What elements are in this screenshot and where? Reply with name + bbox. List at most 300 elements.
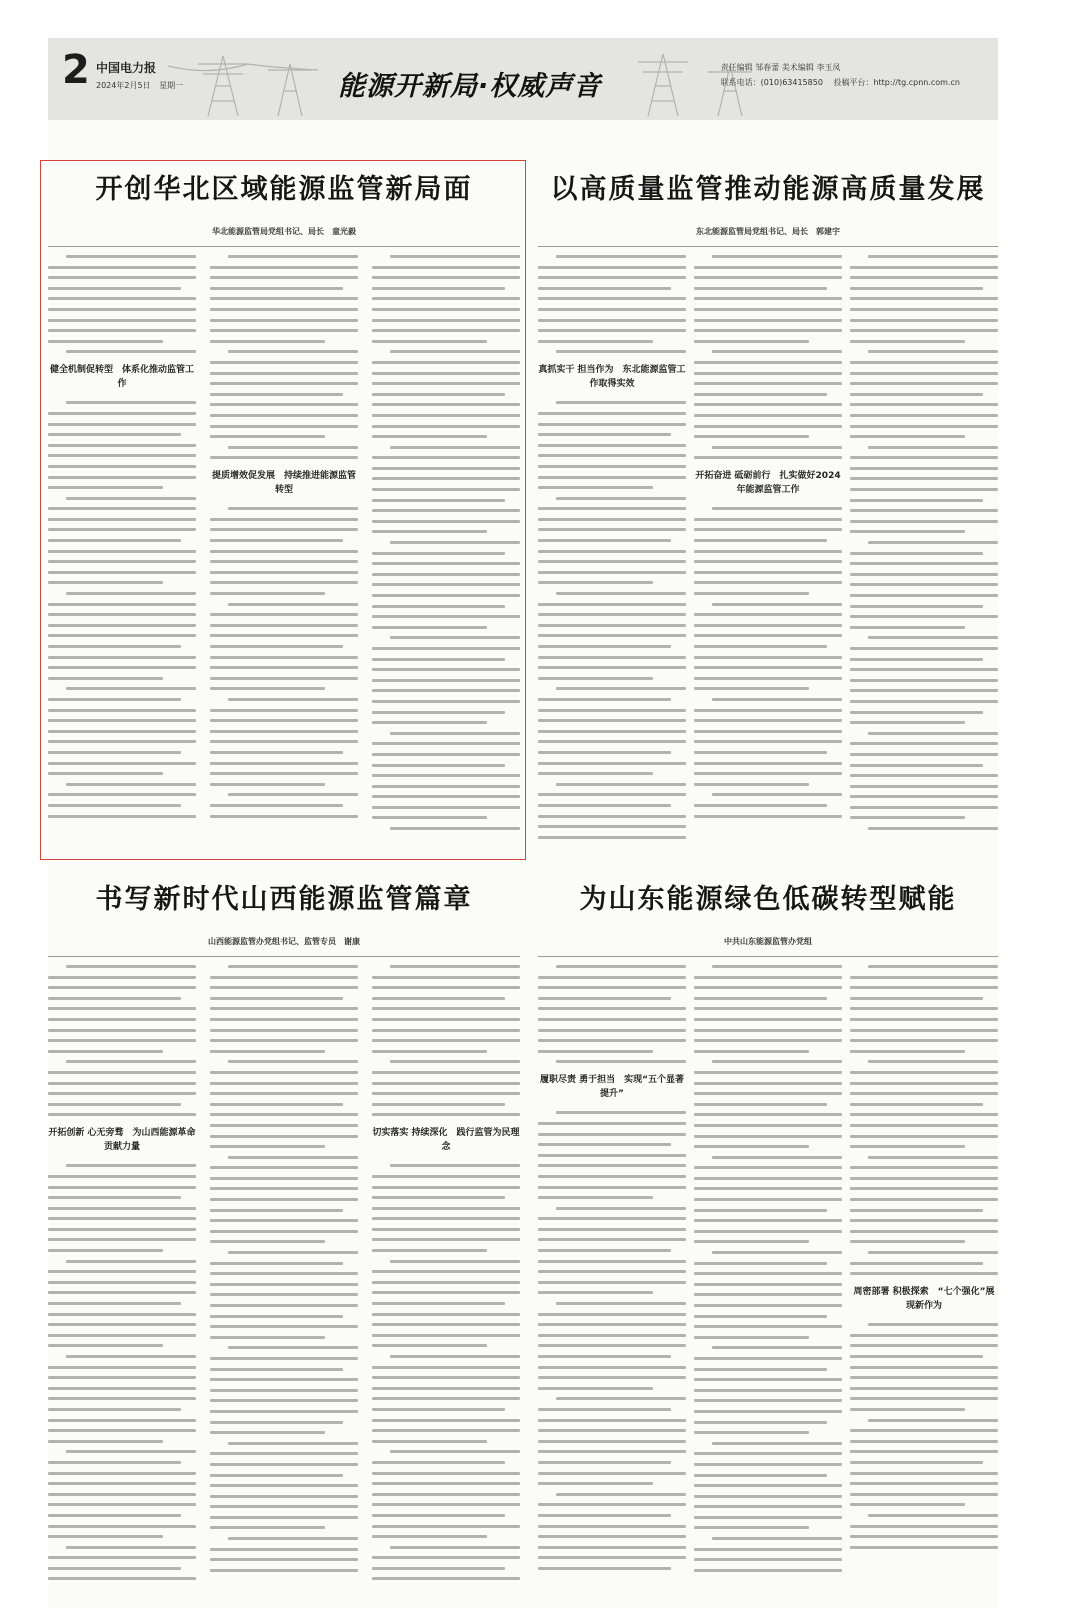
divider xyxy=(538,246,998,247)
text-line xyxy=(538,507,686,510)
divider xyxy=(538,956,998,957)
submission-platform: 投稿平台：http://tg.cpnn.com.cn xyxy=(833,78,960,87)
text-line xyxy=(538,1387,653,1390)
body-text-lines xyxy=(372,255,520,830)
body-text-lines xyxy=(372,965,520,1116)
text-line xyxy=(372,1387,520,1390)
text-line xyxy=(48,433,181,436)
body-text-lines xyxy=(850,1323,998,1548)
text-line xyxy=(210,1293,358,1296)
text-line xyxy=(868,350,998,353)
text-line xyxy=(372,1270,520,1273)
text-line xyxy=(210,1304,358,1307)
text-line xyxy=(694,1230,842,1233)
text-line xyxy=(210,1039,358,1042)
text-line xyxy=(538,1450,686,1453)
text-line xyxy=(372,509,520,512)
text-line xyxy=(538,1472,686,1475)
article-shandong[interactable] xyxy=(538,876,998,1608)
text-line xyxy=(48,329,196,332)
body-text-lines xyxy=(850,255,998,830)
text-line xyxy=(228,793,358,796)
text-line xyxy=(850,1461,983,1464)
text-line xyxy=(694,1516,842,1519)
text-line xyxy=(556,965,686,968)
text-line xyxy=(390,732,520,735)
text-line xyxy=(48,1535,163,1538)
text-line xyxy=(210,435,325,438)
text-line xyxy=(210,340,325,343)
text-line xyxy=(556,783,686,786)
text-line xyxy=(694,677,842,680)
text-line xyxy=(48,1050,163,1053)
text-line xyxy=(48,986,196,989)
text-line xyxy=(372,573,520,576)
text-line xyxy=(210,634,358,637)
text-line xyxy=(850,986,998,989)
text-line xyxy=(48,997,181,1000)
text-line xyxy=(210,1029,358,1032)
body-text-lines xyxy=(372,1164,520,1580)
text-line xyxy=(48,340,163,343)
text-line xyxy=(210,393,343,396)
text-line xyxy=(210,783,325,786)
text-line xyxy=(372,287,505,290)
text-line xyxy=(210,414,358,417)
text-line xyxy=(210,581,358,584)
page-number: 2 xyxy=(62,47,90,93)
text-line xyxy=(850,276,998,279)
text-line xyxy=(390,1355,520,1358)
text-line xyxy=(538,329,686,332)
text-line xyxy=(66,1060,196,1063)
text-line xyxy=(48,1249,163,1252)
text-line xyxy=(372,1018,520,1021)
text-line xyxy=(850,647,998,650)
text-line xyxy=(694,361,842,364)
text-line xyxy=(850,1039,998,1042)
text-line xyxy=(66,1164,196,1167)
text-line xyxy=(210,319,358,322)
text-line xyxy=(850,679,998,682)
text-line xyxy=(210,1558,358,1561)
text-line xyxy=(372,1408,505,1411)
text-line xyxy=(372,1472,520,1475)
text-line xyxy=(694,976,842,979)
text-line xyxy=(372,435,487,438)
text-line xyxy=(538,1217,686,1220)
text-line xyxy=(48,1387,196,1390)
text-line xyxy=(850,1450,998,1453)
text-line xyxy=(48,1071,196,1074)
text-line xyxy=(228,1156,358,1159)
text-line xyxy=(48,1207,196,1210)
text-line xyxy=(850,1071,998,1074)
text-line xyxy=(850,1546,998,1549)
text-line xyxy=(712,446,842,449)
text-line xyxy=(210,1505,358,1508)
text-line xyxy=(694,435,809,438)
issue-date xyxy=(96,80,189,91)
text-line xyxy=(694,425,842,428)
text-line xyxy=(210,986,358,989)
text-line xyxy=(228,507,358,510)
text-column xyxy=(210,965,358,1579)
text-line xyxy=(538,1482,653,1485)
text-line xyxy=(372,1482,520,1485)
text-line xyxy=(694,666,842,669)
text-line xyxy=(538,1260,686,1263)
subheading: 开拓创新 心无旁骛 为山西能源革命贡献力量 xyxy=(48,1128,196,1153)
text-line xyxy=(538,1344,686,1347)
text-line xyxy=(850,1240,965,1243)
text-line xyxy=(210,687,325,690)
article-byline: 华北能源监管局党组书记、局长 童光毅 xyxy=(212,227,356,236)
text-line xyxy=(372,329,520,332)
text-line xyxy=(210,624,358,627)
text-line xyxy=(210,592,325,595)
text-line xyxy=(48,1018,196,1021)
text-line xyxy=(850,615,998,618)
text-line xyxy=(210,1177,358,1180)
text-line xyxy=(48,613,196,616)
text-line xyxy=(372,1007,520,1010)
text-line xyxy=(228,255,358,258)
text-line xyxy=(850,552,983,555)
text-line xyxy=(694,1505,842,1508)
subheading: 健全机制促转型 体系化推动监管工作 xyxy=(49,365,194,390)
text-line xyxy=(210,1187,358,1190)
text-line xyxy=(372,1503,520,1506)
text-line xyxy=(850,1472,998,1475)
text-line xyxy=(372,816,487,819)
text-line xyxy=(390,1546,520,1549)
text-line xyxy=(372,1082,520,1085)
text-line xyxy=(48,518,196,521)
text-line xyxy=(850,1092,998,1095)
text-line xyxy=(538,1175,686,1178)
text-line xyxy=(372,520,520,523)
text-line xyxy=(210,1272,358,1275)
text-line xyxy=(210,1007,358,1010)
text-line xyxy=(538,986,686,989)
text-line xyxy=(850,425,998,428)
text-line xyxy=(538,412,686,415)
text-line xyxy=(850,520,998,523)
article-headline: 书写新时代山西能源监管篇章 xyxy=(95,884,473,915)
text-line xyxy=(210,645,343,648)
text-line xyxy=(850,340,965,343)
text-line xyxy=(372,615,520,618)
text-line xyxy=(694,815,842,818)
text-line xyxy=(538,297,686,300)
text-line xyxy=(372,1366,520,1369)
text-line xyxy=(390,636,520,639)
text-line xyxy=(538,1313,686,1316)
body-text-lines xyxy=(48,401,196,817)
text-line xyxy=(538,1503,686,1506)
text-line xyxy=(694,783,809,786)
text-line xyxy=(48,465,196,468)
text-line xyxy=(538,825,686,828)
text-line xyxy=(48,1217,196,1220)
text-line xyxy=(694,1103,827,1106)
text-line xyxy=(48,1082,196,1085)
text-line xyxy=(372,1344,487,1347)
text-line xyxy=(48,645,181,648)
text-line xyxy=(210,1484,358,1487)
text-line xyxy=(48,560,196,563)
text-line xyxy=(850,1219,998,1222)
text-line xyxy=(850,573,998,576)
text-line xyxy=(538,319,686,322)
text-line xyxy=(372,626,487,629)
text-line xyxy=(556,1493,686,1496)
text-line xyxy=(868,446,998,449)
text-line xyxy=(556,401,686,404)
text-line xyxy=(694,1293,842,1296)
text-line xyxy=(372,1238,520,1241)
text-line xyxy=(66,497,196,500)
body-text-lines xyxy=(48,1164,196,1580)
text-line xyxy=(694,372,842,375)
article-dongbei[interactable] xyxy=(538,166,998,856)
text-column xyxy=(48,255,196,825)
text-line xyxy=(694,730,842,733)
text-line xyxy=(694,1219,842,1222)
text-line xyxy=(694,804,827,807)
text-line xyxy=(538,1461,671,1464)
text-line xyxy=(712,1251,842,1254)
text-line xyxy=(48,1493,196,1496)
subheading: 履职尽责 勇于担当 实现“五个显著提升” xyxy=(539,1075,685,1100)
text-line xyxy=(210,1410,358,1413)
text-line xyxy=(538,709,686,712)
text-line xyxy=(850,626,965,629)
text-line xyxy=(694,1082,842,1085)
text-line xyxy=(850,742,998,745)
text-line xyxy=(228,603,358,606)
text-line xyxy=(538,1440,686,1443)
text-line xyxy=(48,1238,196,1241)
text-line xyxy=(372,658,505,661)
text-line xyxy=(48,1175,196,1178)
text-line xyxy=(372,1429,520,1432)
text-line xyxy=(538,762,686,765)
article-shanxi[interactable] xyxy=(48,876,520,1608)
text-line xyxy=(48,1429,196,1432)
text-line xyxy=(538,1323,686,1326)
text-line xyxy=(210,740,358,743)
text-line xyxy=(210,1135,358,1138)
text-line xyxy=(48,634,196,637)
text-line xyxy=(48,476,196,479)
text-line xyxy=(538,340,653,343)
text-line xyxy=(210,730,358,733)
text-line xyxy=(372,1577,520,1580)
text-line xyxy=(66,255,196,258)
text-line xyxy=(538,423,686,426)
text-line xyxy=(372,1281,520,1284)
text-line xyxy=(48,666,196,669)
text-column xyxy=(850,965,998,1556)
text-line xyxy=(210,1516,358,1519)
power-pylon-icon xyxy=(168,46,328,116)
text-line xyxy=(210,1209,343,1212)
text-line xyxy=(868,1251,998,1254)
body-text-lines xyxy=(538,401,686,838)
text-line xyxy=(48,1461,181,1464)
text-line xyxy=(850,509,998,512)
text-line xyxy=(850,1145,965,1148)
text-line xyxy=(538,730,686,733)
text-line xyxy=(372,1175,520,1178)
text-line xyxy=(694,1304,842,1307)
text-line xyxy=(372,1196,505,1199)
text-line xyxy=(210,666,358,669)
text-line xyxy=(390,965,520,968)
text-line xyxy=(372,562,520,565)
text-line xyxy=(48,793,196,796)
text-line xyxy=(850,1408,965,1411)
text-line xyxy=(556,592,686,595)
text-line xyxy=(538,476,686,479)
text-line xyxy=(538,740,686,743)
text-line xyxy=(228,698,358,701)
text-line xyxy=(210,709,358,712)
text-line xyxy=(850,1440,998,1443)
text-line xyxy=(372,1323,520,1326)
text-line xyxy=(372,1535,487,1538)
text-line xyxy=(850,467,998,470)
text-line xyxy=(48,1103,181,1106)
text-line xyxy=(694,1007,842,1010)
text-line xyxy=(372,1419,520,1422)
text-line xyxy=(850,499,983,502)
text-line xyxy=(66,1355,196,1358)
text-line xyxy=(372,1113,520,1116)
text-line xyxy=(850,668,998,671)
text-line xyxy=(372,1228,520,1231)
text-line xyxy=(850,435,965,438)
text-line xyxy=(48,1397,196,1400)
text-line xyxy=(712,350,842,353)
text-line xyxy=(210,1113,358,1116)
text-line xyxy=(48,719,196,722)
text-line xyxy=(538,624,686,627)
text-line xyxy=(372,711,505,714)
text-line xyxy=(850,372,998,375)
text-line xyxy=(538,454,686,457)
text-line xyxy=(868,255,998,258)
text-line xyxy=(538,1122,686,1125)
text-line xyxy=(694,997,827,1000)
text-line xyxy=(210,266,358,269)
text-line xyxy=(372,467,520,470)
text-line xyxy=(850,1355,983,1358)
text-line xyxy=(372,997,505,1000)
text-line xyxy=(390,255,520,258)
text-line xyxy=(694,1315,827,1318)
text-line xyxy=(694,1113,842,1116)
text-line xyxy=(372,499,505,502)
text-line xyxy=(712,255,842,258)
text-line xyxy=(850,266,998,269)
text-line xyxy=(372,1207,520,1210)
text-line xyxy=(210,762,358,765)
text-column xyxy=(538,965,686,1577)
text-line xyxy=(850,1124,998,1127)
text-column xyxy=(48,965,196,1588)
text-column xyxy=(210,255,358,825)
text-line xyxy=(210,287,343,290)
text-line xyxy=(850,329,998,332)
text-line xyxy=(372,308,520,311)
article-huabei[interactable] xyxy=(48,166,520,856)
text-line xyxy=(210,1145,325,1148)
text-line xyxy=(694,1474,827,1477)
text-line xyxy=(210,297,358,300)
text-line xyxy=(390,1260,520,1263)
text-line xyxy=(48,539,181,542)
text-line xyxy=(694,772,842,775)
text-line xyxy=(694,1399,842,1402)
text-line xyxy=(538,804,671,807)
text-line xyxy=(210,1325,358,1328)
text-line xyxy=(48,507,196,510)
text-line xyxy=(66,592,196,595)
text-line xyxy=(850,1007,998,1010)
text-line xyxy=(48,297,196,300)
text-line xyxy=(48,1503,196,1506)
text-line xyxy=(694,613,842,616)
text-line xyxy=(868,732,998,735)
text-line xyxy=(372,976,520,979)
text-line xyxy=(850,530,965,533)
text-line xyxy=(210,539,343,542)
text-line xyxy=(538,1567,671,1570)
text-line xyxy=(694,319,842,322)
text-line xyxy=(538,836,686,839)
text-line xyxy=(694,1240,809,1243)
text-line xyxy=(694,382,842,385)
body-text-lines xyxy=(694,965,842,1572)
text-line xyxy=(210,1336,325,1339)
text-line xyxy=(850,1503,965,1506)
text-line xyxy=(48,1344,163,1347)
text-line xyxy=(850,700,998,703)
text-line xyxy=(372,414,520,417)
text-line xyxy=(48,624,196,627)
text-line xyxy=(48,287,181,290)
text-line xyxy=(850,605,983,608)
text-line xyxy=(538,1154,686,1157)
text-line xyxy=(538,772,653,775)
text-line xyxy=(372,1249,487,1252)
text-line xyxy=(48,1525,196,1528)
text-line xyxy=(694,1484,842,1487)
text-line xyxy=(850,1135,998,1138)
text-line xyxy=(694,1569,842,1572)
text-column xyxy=(372,965,520,1588)
text-line xyxy=(66,401,196,404)
text-line xyxy=(210,976,358,979)
text-line xyxy=(48,1092,196,1095)
text-line xyxy=(694,1209,827,1212)
text-line xyxy=(48,1472,196,1475)
text-line xyxy=(372,1103,505,1106)
text-line xyxy=(372,679,520,682)
